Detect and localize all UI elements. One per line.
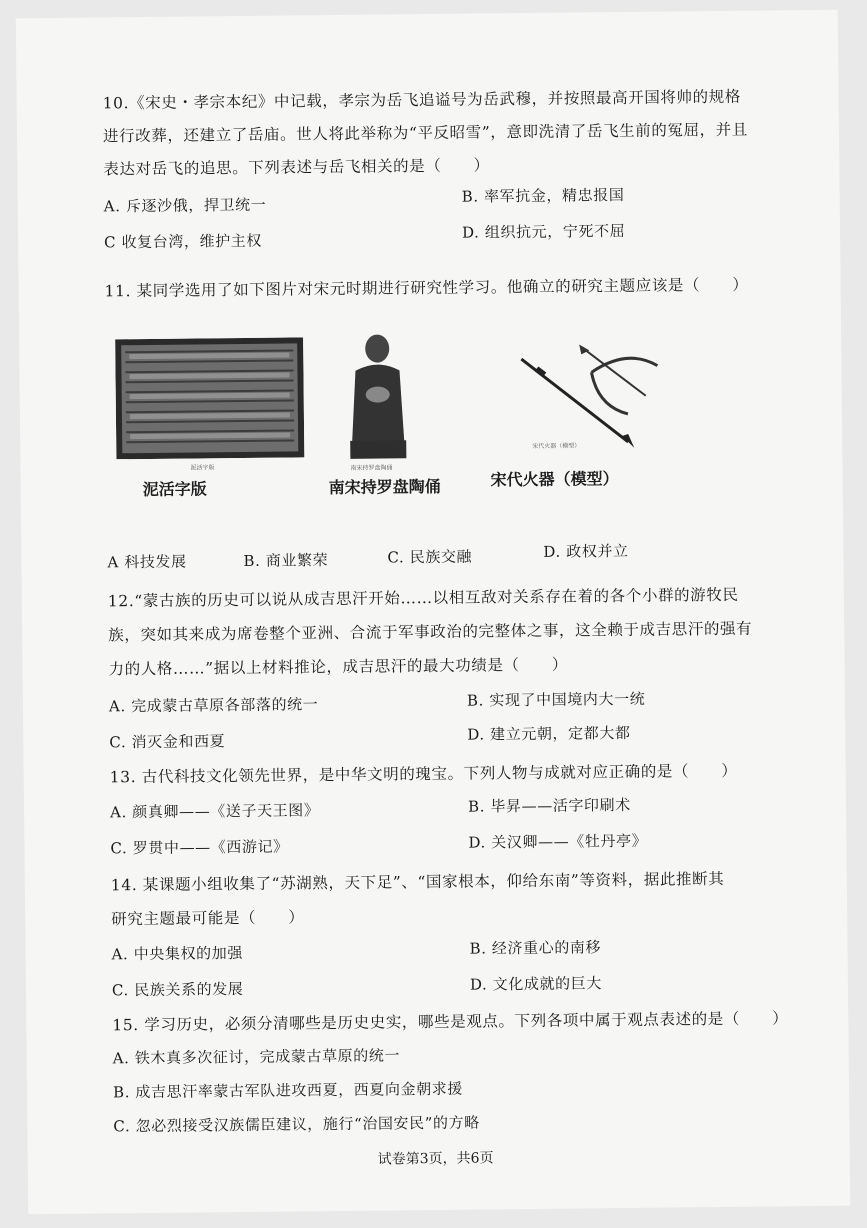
q10-option-b: B. 率军抗金，精忠报国 — [461, 185, 625, 206]
q10-option-a: A. 斥逐沙俄，捍卫统一 — [103, 195, 267, 216]
q14-option-b: B. 经济重心的南移 — [469, 938, 602, 958]
figurine-small-label: 南宋持罗盘陶俑 — [350, 464, 393, 472]
q12-stem-line1: 12.“蒙古族的历史可以说从成吉思汗开始……以相互敌对关系存在着的各个小群的游牧民 — [107, 585, 739, 611]
q11-stem: 11. 某同学选用了如下图片对宋元时期进行研究性学习。他确立的研究主题应该是（ ） — [104, 275, 749, 301]
q13-option-c: C. 罗贯中——《西游记》 — [110, 837, 289, 858]
q12-option-b: B. 实现了中国境内大一统 — [466, 689, 646, 710]
q15-option-a: A. 铁木真多次征讨，完成蒙古草原的统一 — [112, 1046, 401, 1068]
figurine-caption: 南宋持罗盘陶俑 — [328, 476, 441, 498]
q15-stem: 15. 学习历史，必须分清哪些是历史史实，哪些是观点。下列各项中属于观点表述的是（ ） — [112, 1009, 789, 1035]
q15-option-c: C. 忽必烈接受汉族儒臣建议，施行“治国安民”的方略 — [113, 1113, 480, 1136]
q15-option-b: B. 成吉思汗率蒙古军队进攻西夏，西夏向金朝求援 — [112, 1079, 464, 1102]
q14-stem-line1: 14. 某课题小组收集了“苏湖熟，天下足”、“国家根本，仰给东南”等资料，据此推断其 — [110, 869, 725, 895]
q13-option-a: A. 颜真卿——《送子天王图》 — [109, 801, 320, 822]
q14-stem-line2: 研究主题最可能是（ ） — [111, 908, 305, 929]
q12-option-a: A. 完成蒙古草原各部落的统一 — [108, 695, 319, 716]
clay-type-plate-image — [115, 337, 304, 459]
q10-option-c: C 收复台湾，维护主权 — [104, 231, 263, 252]
q14-option-c: C. 民族关系的发展 — [111, 980, 244, 1000]
clay-type-small-label: 泥活字版 — [190, 464, 215, 472]
exam-page — [16, 10, 850, 1215]
q13-stem: 13. 古代科技文化领先世界，是中华文明的瑰宝。下列人物与成就对应正确的是（ ） — [109, 761, 738, 787]
q12-option-c: C. 消灭金和西夏 — [109, 732, 226, 752]
page-footer: 试卷第3页，共6页 — [377, 1150, 494, 1168]
q14-option-a: A. 中央集权的加强 — [111, 944, 244, 964]
q10-stem-line3: 表达对岳飞的追思。下列表述与岳飞相关的是（ ） — [103, 156, 490, 179]
q11-option-a: A 科技发展 — [107, 552, 187, 572]
q11-option-c: C. 民族交融 — [387, 547, 473, 567]
q10-stem-line1: 10.《宋史・孝宗本纪》中记载，孝宗为岳飞追谥号为岳武穆，并按照最高开国将帅的规格 — [102, 87, 741, 113]
q13-option-b: B. 毕昇——活字印刷术 — [467, 795, 631, 816]
q12-option-d: D. 建立元朝，定都大都 — [467, 723, 631, 744]
compass-figurine-image — [341, 330, 414, 463]
q10-stem-line2: 进行改葬，还建立了岳庙。世人将此举称为“平反昭雪”，意即洗清了岳飞生前的冤屈，并且 — [102, 120, 749, 146]
q12-stem-line2: 族，突如其来成为席卷整个亚洲、合流于军事政治的完整体之事，这全赖于成吉思汗的强有 — [108, 619, 753, 645]
song-fire-weapon-image — [517, 342, 664, 452]
q11-option-d: D. 政权并立 — [543, 541, 629, 561]
fire-weapon-caption: 宋代火器（模型） — [490, 469, 619, 490]
fire-weapon-small-label: 宋代火器（模型） — [532, 442, 581, 450]
q12-stem-line3: 力的人格……”据以上材料推论，成吉思汗的最大功绩是（ ） — [108, 655, 568, 679]
q10-option-d: D. 组织抗元，宁死不屈 — [461, 221, 626, 242]
q13-option-d: D. 关汉卿——《牡丹亭》 — [468, 831, 648, 852]
q14-option-d: D. 文化成就的巨大 — [469, 974, 603, 994]
clay-type-caption: 泥活字版 — [142, 479, 207, 500]
q11-option-b: B. 商业繁荣 — [243, 551, 329, 570]
